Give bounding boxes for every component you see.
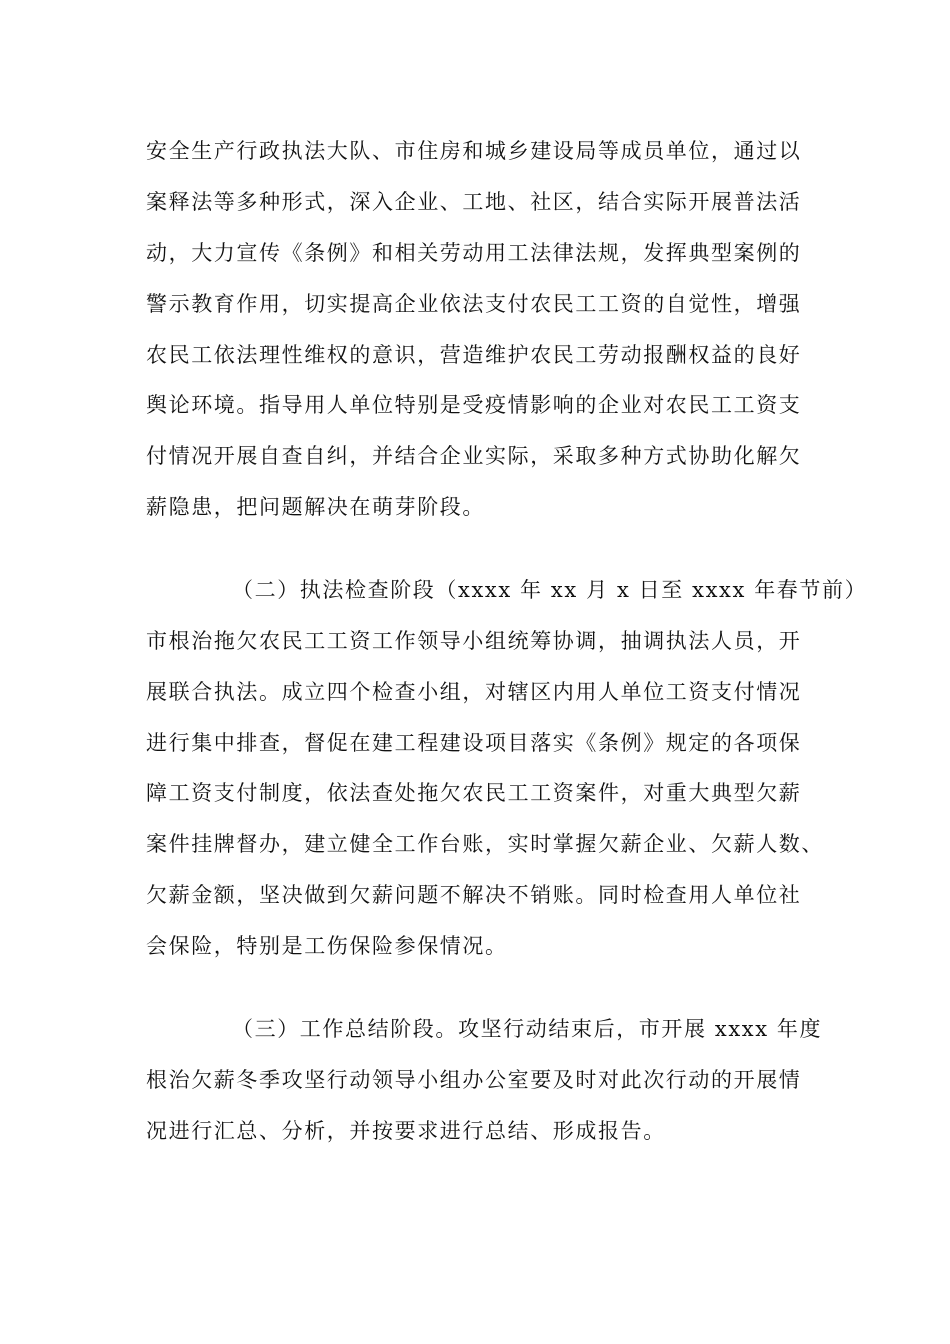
paragraph-1-line-3: 动，大力宣传《条例》和相关劳动用工法律法规，发挥典型案例的: [146, 241, 802, 265]
paragraph-2-line-8: 会保险，特别是工伤保险参保情况。: [146, 934, 508, 958]
paragraph-2-heading-line: （二）执法检查阶段（xxxx 年 xx 月 x 日至 xxxx 年春节前）: [232, 578, 868, 602]
paragraph-1-line-2: 案释法等多种形式，深入企业、工地、社区，结合实际开展普法活: [146, 190, 802, 214]
paragraph-2-line-6: 案件挂牌督办，建立健全工作台账，实时掌握欠薪企业、欠薪人数、: [146, 832, 824, 856]
paragraph-2-line-4: 进行集中排查，督促在建工程建设项目落实《条例》规定的各项保: [146, 731, 802, 755]
paragraph-3-line-2: 根治欠薪冬季攻坚行动领导小组办公室要及时对此次行动的开展情: [146, 1068, 802, 1092]
paragraph-1-line-7: 付情况开展自查自纠，并结合企业实际，采取多种方式协助化解欠: [146, 444, 802, 468]
paragraph-1-line-8: 薪隐患，把问题解决在萌芽阶段。: [146, 495, 485, 519]
paragraph-3-heading-line: （三）工作总结阶段。攻坚行动结束后，市开展 xxxx 年度: [232, 1017, 823, 1041]
paragraph-2-line-5: 障工资支付制度，依法查处拖欠农民工工资案件，对重大典型欠薪: [146, 781, 802, 805]
paragraph-2-line-3: 展联合执法。成立四个检查小组，对辖区内用人单位工资支付情况: [146, 680, 802, 704]
paragraph-2-line-7: 欠薪金额，坚决做到欠薪问题不解决不销账。同时检查用人单位社: [146, 883, 802, 907]
paragraph-1-line-1: 安全生产行政执法大队、市住房和城乡建设局等成员单位，通过以: [146, 139, 802, 163]
paragraph-3-line-3: 况进行汇总、分析，并按要求进行总结、形成报告。: [146, 1119, 666, 1143]
paragraph-1-line-5: 农民工依法理性维权的意识，营造维护农民工劳动报酬权益的良好: [146, 343, 802, 367]
paragraph-1-line-4: 警示教育作用，切实提高企业依法支付农民工工资的自觉性，增强: [146, 292, 802, 316]
paragraph-1-line-6: 舆论环境。指导用人单位特别是受疫情影响的企业对农民工工资支: [146, 393, 802, 417]
paragraph-2-line-2: 市根治拖欠农民工工资工作领导小组统筹协调，抽调执法人员，开: [146, 629, 802, 653]
